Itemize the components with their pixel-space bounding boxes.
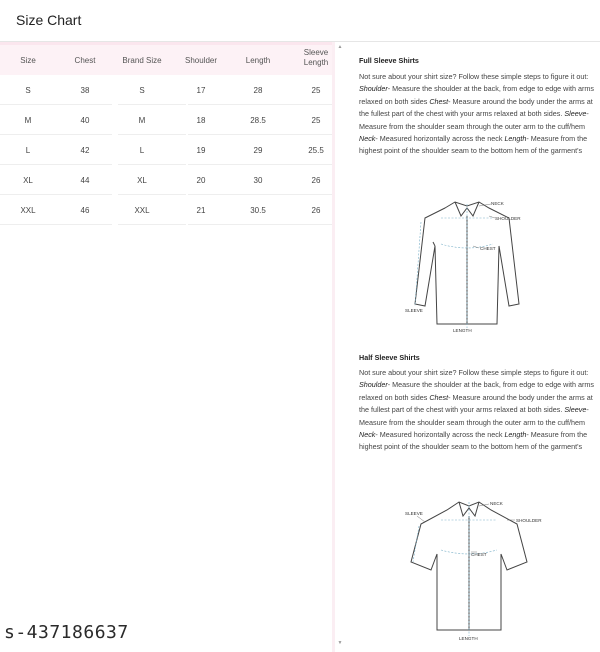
half-sleeve-heading: Half Sleeve Shirts [359,353,420,362]
diagram-label-shoulder: SHOULDER [516,518,542,523]
table-cell: 28.5 [250,116,266,125]
table-cell: XL [23,176,33,185]
size-table-panel [0,42,343,652]
table-cell: 25 [311,116,321,125]
diagram-label-neck: NECK [490,501,503,506]
half-sleeve-description: Not sure about your shirt size? Follow these simple steps to figure it out: Shoulder- Measure the shoulder at the back, from edge to edge with arms relaxed on both sides Chest- Measure around the body under the arms at the fullest part of the chest with your arms relaxed at both sides. Sleeve- Measure from the shoulder seam through the outer arm to the cuff/hem Neck- Measured horizontally across the neck Length- Measure from the highest point of the shoulder seam to the bottom hem of the garment's [359,368,594,452]
table-cell: XXL [134,206,150,215]
table-cell: 25 [311,86,321,95]
table-cell: S [25,86,31,95]
table-cell: 30.5 [250,206,266,215]
row-divider [188,224,332,225]
table-header [0,45,332,75]
table-cell: 42 [80,146,90,155]
table-cell: L [25,146,31,155]
table-cell: 44 [80,176,90,185]
diagram-label-shoulder: SHOULDER [495,216,521,221]
table-cell: 19 [196,146,206,155]
page-title: Size Chart [16,12,82,28]
table-cell: 46 [80,206,90,215]
table-cell: 25.5 [308,146,324,155]
table-cell: M [24,116,32,125]
diagram-label-neck: NECK [491,201,504,206]
table-row [0,135,332,165]
table-cell: 29 [253,146,263,155]
diagram-label-length: LENGTH [453,328,472,333]
column-header-brand-size: Brand Size [122,56,162,65]
column-header-chest: Chest [74,56,96,65]
watermark: s-437186637 [4,622,129,643]
diagram-label-length: LENGTH [459,636,478,641]
full-sleeve-heading: Full Sleeve Shirts [359,56,419,65]
table-cell: M [138,116,146,125]
diagram-label-sleeve: SLEEVE [405,308,423,313]
table-cell: 30 [253,176,263,185]
column-header-shoulder: Shoulder [184,56,218,65]
table-cell: 38 [80,86,90,95]
table-cell: XXL [20,206,36,215]
full-sleeve-description: Not sure about your shirt size? Follow these simple steps to figure it out: Shoulder- Measure the shoulder at the back, from edge to edge with arms relaxed on both sides Chest- Measure around the body under the arms at the fullest part of the chest with your arms relaxed at both sides. Sleeve- Measure from the shoulder seam through the outer arm to the cuff/hem Neck- Measured horizontally across the neck Length- Measure from the highest point of the shoulder seam to the bottom hem of the garment's [359,72,594,156]
table-row [0,75,332,105]
table-cell: 21 [196,206,206,215]
measurement-guide-panel [345,42,600,652]
table-cell: S [139,86,145,95]
table-cell: XL [137,176,147,185]
table-cell: 28 [253,86,263,95]
scroll-down-arrow[interactable]: ▼ [337,640,343,646]
table-cell: 40 [80,116,90,125]
row-divider [0,224,112,225]
table-row [0,195,332,225]
diagram-label-chest: CHEST [471,552,487,557]
table-cell: 17 [196,86,206,95]
full-sleeve-shirt-diagram [405,194,535,334]
table-cell: 18 [196,116,206,125]
column-header-sleeve-length: Sleeve Length [303,48,329,67]
table-right-border [332,42,335,652]
column-header-length: Length [245,56,271,65]
table-row [0,105,332,135]
diagram-label-chest: CHEST [480,246,496,251]
diagram-label-sleeve: SLEEVE [405,511,423,516]
table-cell: 26 [311,176,321,185]
dialog-header [0,0,600,42]
column-header-size: Size [20,56,36,65]
row-divider [118,224,186,225]
half-sleeve-shirt-diagram [403,492,543,642]
table-cell: 26 [311,206,321,215]
table-cell: 20 [196,176,206,185]
table-row [0,165,332,195]
scroll-up-arrow[interactable]: ▲ [337,44,343,50]
table-cell: L [139,146,145,155]
